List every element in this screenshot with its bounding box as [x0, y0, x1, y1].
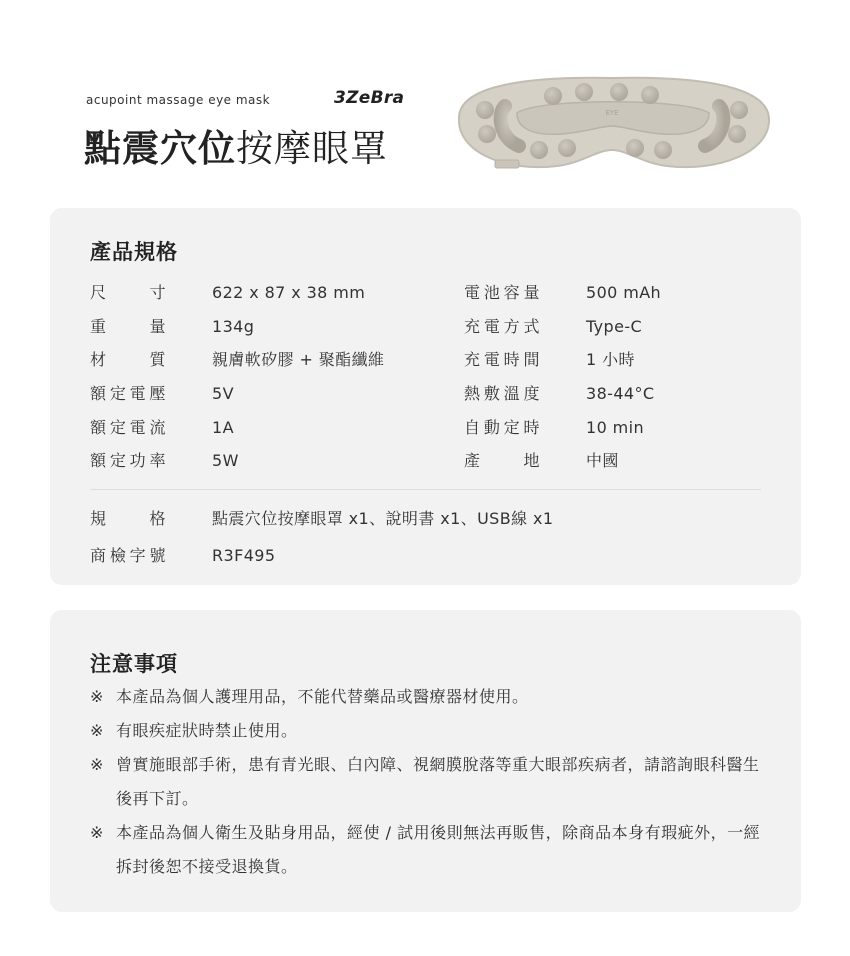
spec-value: 38-44°C	[586, 384, 655, 403]
spec-value: R3F495	[212, 546, 276, 565]
specs-divider	[90, 489, 761, 490]
spec-value: 親膚軟矽膠 + 聚酯纖維	[212, 350, 385, 369]
spec-value: 10 min	[586, 418, 645, 437]
note-text: 有眼疾症狀時禁止使用。	[116, 721, 298, 740]
spec-label: 額定電流	[90, 418, 166, 437]
spec-value: 點震穴位按摩眼罩 x1、說明書 x1、USB線 x1	[212, 509, 554, 528]
spec-label: 電池容量	[464, 283, 540, 302]
spec-label: 充電方式	[464, 317, 540, 336]
spec-label: 熱敷溫度	[464, 384, 540, 403]
title-regular-part: 按摩眼罩	[236, 127, 388, 170]
spec-value: 5W	[212, 451, 239, 470]
spec-value: 622 x 87 x 38 mm	[212, 283, 366, 302]
spec-value: 5V	[212, 384, 234, 403]
eye-mask-product-image	[447, 68, 777, 180]
spec-label: 產地	[464, 451, 540, 470]
product-header	[0, 0, 850, 200]
spec-value: Type-C	[586, 317, 643, 336]
title-bold-part: 點震穴位	[84, 127, 236, 170]
note-item	[90, 714, 770, 748]
note-text: 本產品為個人護理用品，不能代替藥品或醫療器材使用。	[116, 687, 529, 706]
note-item	[90, 816, 770, 884]
reference-mark-icon: ※	[90, 823, 104, 842]
notes-heading: 注意事項	[90, 652, 178, 676]
reference-mark-icon: ※	[90, 687, 104, 706]
spec-label: 額定功率	[90, 451, 166, 470]
spec-value: 中國	[586, 451, 619, 470]
spec-label: 尺寸	[90, 283, 166, 302]
note-text: 本產品為個人衛生及貼身用品，經使 / 試用後則無法再販售，除商品本身有瑕疵外，一經拆封後恕不接受退換貨。	[116, 823, 761, 876]
spec-value: 134g	[212, 317, 255, 336]
product-subtitle: acupoint massage eye mask	[86, 93, 271, 107]
mask-eye-text: EYE	[605, 109, 619, 117]
note-item	[90, 748, 770, 816]
brand-logo: 3ZeBra	[334, 88, 405, 108]
notes-card	[50, 610, 801, 912]
spec-value: 1 小時	[586, 350, 635, 369]
spec-value: 500 mAh	[586, 283, 662, 302]
reference-mark-icon: ※	[90, 721, 104, 740]
spec-label: 充電時間	[464, 350, 540, 369]
spec-value: 1A	[212, 418, 234, 437]
spec-label: 重量	[90, 317, 166, 336]
spec-label: 規格	[90, 509, 166, 528]
spec-label: 材質	[90, 350, 166, 369]
spec-label: 商檢字號	[90, 546, 166, 565]
note-item	[90, 680, 770, 714]
reference-mark-icon: ※	[90, 755, 104, 774]
product-title	[84, 118, 388, 172]
note-text: 曾實施眼部手術，患有青光眼、白內障、視網膜脫落等重大眼部疾病者，請諮詢眼科醫生後再下訂。	[116, 755, 760, 808]
specs-heading: 產品規格	[90, 240, 178, 264]
spec-label: 額定電壓	[90, 384, 166, 403]
specs-card	[50, 208, 801, 585]
spec-label: 自動定時	[464, 418, 540, 437]
